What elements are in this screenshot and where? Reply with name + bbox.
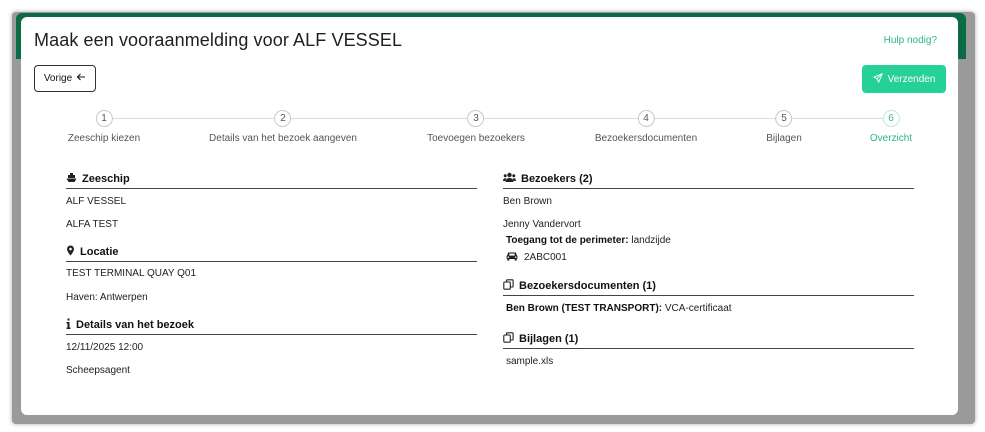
terminal-name: TEST TERMINAL QUAY Q01 [66, 268, 197, 279]
visit-role: Scheepsagent [66, 365, 130, 376]
vessel-name: ALF VESSEL [66, 196, 127, 207]
perimeter-access [506, 235, 671, 246]
section-heading [66, 172, 477, 189]
visitor-name: Ben Brown [503, 196, 552, 207]
info-icon [66, 318, 71, 332]
section-heading [503, 332, 914, 349]
step-number: 4 [637, 110, 654, 127]
step-number: 6 [882, 110, 899, 127]
section-locatie [66, 245, 477, 262]
section-title: Bezoekersdocumenten (1) [519, 280, 656, 292]
section-bezoekers [503, 172, 914, 189]
step-label: Toevoegen bezoekers [427, 133, 525, 144]
send-button[interactable] [862, 65, 946, 93]
visitor-name: Jenny Vandervort [503, 219, 581, 230]
step-3[interactable] [427, 110, 525, 144]
section-title: Bezoekers (2) [521, 173, 593, 185]
step-5[interactable] [766, 110, 802, 144]
car-icon [506, 251, 518, 264]
copy-icon [503, 279, 514, 293]
section-heading [503, 279, 914, 296]
step-number: 1 [95, 110, 112, 127]
step-label: Overzicht [869, 133, 913, 144]
map-pin-icon [66, 245, 75, 259]
pre-registration-card [21, 17, 958, 415]
copy-icon [503, 332, 514, 346]
previous-button-label: Vorige [43, 73, 73, 84]
section-title: Details van het bezoek [76, 319, 194, 331]
step-label: Bezoekersdocumenten [594, 133, 698, 144]
step-2[interactable] [209, 110, 357, 144]
section-title: Bijlagen (1) [519, 333, 579, 345]
section-bijlagen [503, 332, 914, 349]
section-bezoekersdocumenten [503, 279, 914, 296]
step-number: 5 [776, 110, 793, 127]
step-label: Zeeschip kiezen [67, 133, 141, 144]
paper-plane-icon [873, 73, 883, 86]
section-heading [503, 172, 914, 189]
plate-number: 2ABC001 [524, 252, 567, 263]
step-number: 3 [467, 110, 484, 127]
visit-datetime: 12/11/2025 12:00 [66, 342, 144, 353]
section-heading [66, 318, 477, 335]
section-zeeschip [66, 172, 477, 189]
step-number: 2 [274, 110, 291, 127]
visitor-document [506, 303, 732, 314]
step-6[interactable] [870, 110, 912, 144]
section-title: Locatie [80, 246, 119, 258]
ship-icon [66, 172, 77, 186]
help-link[interactable]: Hulp nodig? [883, 35, 937, 46]
section-heading [66, 245, 477, 262]
document-owner: Ben Brown (TEST TRANSPORT): [506, 303, 663, 314]
users-icon [503, 172, 516, 186]
step-label: Details van het bezoek aangeven [209, 133, 357, 144]
step-1[interactable] [68, 110, 140, 144]
step-4[interactable] [595, 110, 697, 144]
section-details [66, 318, 477, 335]
section-title: Zeeschip [82, 173, 130, 185]
document-type: VCA-certificaat [664, 303, 732, 314]
license-plate [506, 251, 567, 264]
harbor-name: Haven: Antwerpen [66, 292, 148, 303]
perimeter-label: Toegang tot de perimeter: [506, 235, 629, 246]
perimeter-value: landzijde [631, 235, 671, 246]
page-title: Maak een vooraanmelding voor ALF VESSEL [34, 30, 403, 50]
attachment-file[interactable]: sample.xls [506, 356, 554, 367]
vessel-owner: ALFA TEST [66, 219, 119, 230]
arrow-left-icon [76, 72, 86, 85]
previous-button[interactable] [34, 65, 96, 92]
send-button-label: Verzenden [887, 73, 936, 85]
step-label: Bijlagen [766, 133, 802, 144]
